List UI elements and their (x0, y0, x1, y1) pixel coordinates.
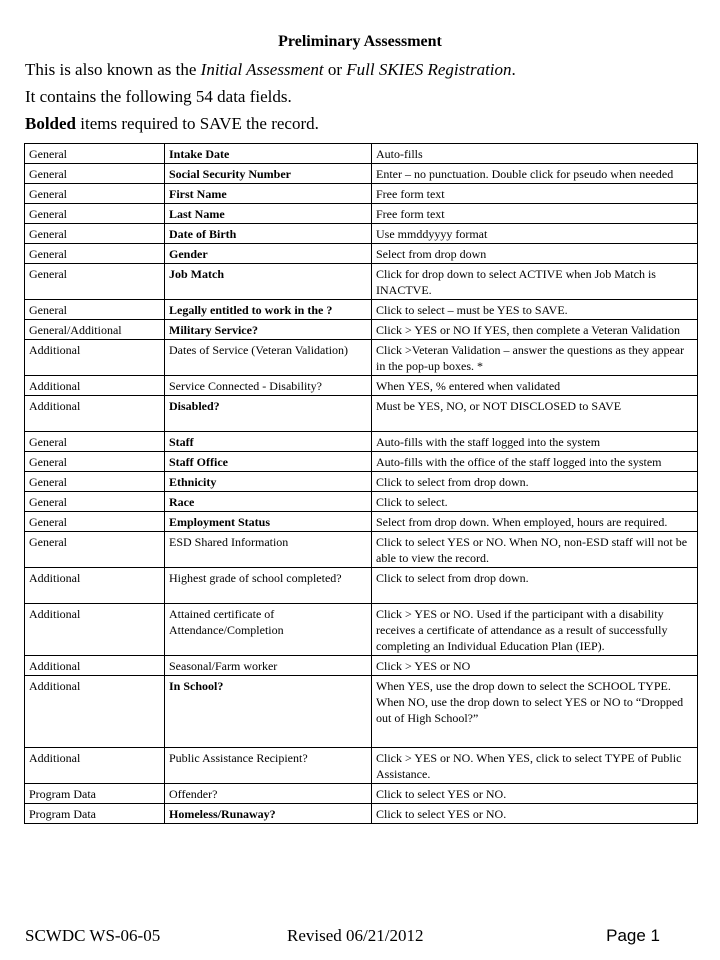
field-name-cell: Homeless/Runaway? (165, 804, 372, 824)
category-cell: Program Data (25, 804, 165, 824)
instruction-cell: When YES, % entered when validated (372, 376, 698, 396)
table-row (25, 340, 698, 376)
intro-line-1-mid: or (323, 60, 347, 79)
category-cell: General (25, 244, 165, 264)
field-name-cell: Attained certificate of Attendance/Completion (165, 604, 372, 656)
table-row (25, 604, 698, 656)
table-row (25, 224, 698, 244)
data-fields-table (24, 143, 698, 824)
field-name-cell: Date of Birth (165, 224, 372, 244)
instruction-cell: Click to select – must be YES to SAVE. (372, 300, 698, 320)
category-cell: General (25, 532, 165, 568)
field-name-cell: Staff (165, 432, 372, 452)
field-name-cell: Dates of Service (Veteran Validation) (165, 340, 372, 376)
initial-assessment-term: Initial Assessment (200, 60, 324, 79)
table-row (25, 264, 698, 300)
instruction-cell: Click > YES or NO. When YES, click to select TYPE of Public Assistance. (372, 748, 698, 784)
intro-line-1-prefix: This is also known as the (25, 60, 201, 79)
field-name-cell: Employment Status (165, 512, 372, 532)
instruction-cell: Click to select YES or NO. (372, 804, 698, 824)
field-name-cell: Legally entitled to work in the ? (165, 300, 372, 320)
field-name-cell: Public Assistance Recipient? (165, 748, 372, 784)
instruction-cell: Auto-fills (372, 144, 698, 164)
instruction-cell: Click >Veteran Validation – answer the questions as they appear in the pop-up boxes. * (372, 340, 698, 376)
category-cell: General (25, 264, 165, 300)
category-cell: General (25, 144, 165, 164)
table-row (25, 492, 698, 512)
field-name-cell: Military Service? (165, 320, 372, 340)
field-name-cell: Disabled? (165, 396, 372, 432)
category-cell: General (25, 204, 165, 224)
category-cell: Additional (25, 396, 165, 432)
instruction-cell: When YES, use the drop down to select the SCHOOL TYPE. When NO, use the drop down to select YES or NO to “Dropped out of High School?” (372, 676, 698, 748)
page-footer (25, 926, 660, 950)
field-name-cell: Highest grade of school completed? (165, 568, 372, 604)
category-cell: Additional (25, 656, 165, 676)
field-name-cell: Seasonal/Farm worker (165, 656, 372, 676)
table-row (25, 532, 698, 568)
table-row (25, 784, 698, 804)
page-title: Preliminary Assessment (278, 33, 442, 50)
table-row (25, 804, 698, 824)
category-cell: Program Data (25, 784, 165, 804)
category-cell: General (25, 472, 165, 492)
field-name-cell: Ethnicity (165, 472, 372, 492)
category-cell: Additional (25, 340, 165, 376)
instruction-cell: Must be YES, NO, or NOT DISCLOSED to SAVE (372, 396, 698, 432)
field-name-cell: ESD Shared Information (165, 532, 372, 568)
instruction-cell: Free form text (372, 184, 698, 204)
category-cell: General (25, 432, 165, 452)
field-name-cell: In School? (165, 676, 372, 748)
field-name-cell: Job Match (165, 264, 372, 300)
full-skies-registration-term: Full SKIES Registration (346, 60, 512, 79)
table-row (25, 320, 698, 340)
table-row (25, 376, 698, 396)
data-fields-table-body (25, 144, 698, 824)
field-name-cell: Race (165, 492, 372, 512)
instruction-cell: Click to select. (372, 492, 698, 512)
field-name-cell: Gender (165, 244, 372, 264)
category-cell: General (25, 512, 165, 532)
intro-line-3-rest: items required to SAVE the record. (76, 114, 319, 133)
instruction-cell: Click > YES or NO (372, 656, 698, 676)
category-cell: General (25, 300, 165, 320)
table-row (25, 396, 698, 432)
category-cell: Additional (25, 676, 165, 748)
field-name-cell: Staff Office (165, 452, 372, 472)
table-row (25, 452, 698, 472)
field-name-cell: Intake Date (165, 144, 372, 164)
table-row (25, 568, 698, 604)
instruction-cell: Click > YES or NO. Used if the participant with a disability receives a certificate of attendance as a result of successfully completing an Individual Education Plan (IEP). (372, 604, 698, 656)
instruction-cell: Auto-fills with the office of the staff logged into the system (372, 452, 698, 472)
category-cell: Additional (25, 568, 165, 604)
table-row (25, 656, 698, 676)
instruction-cell: Click to select from drop down. (372, 568, 698, 604)
instruction-cell: Select from drop down (372, 244, 698, 264)
table-row (25, 164, 698, 184)
table-row (25, 512, 698, 532)
instruction-cell: Enter – no punctuation. Double click for pseudo when needed (372, 164, 698, 184)
field-name-cell: Service Connected - Disability? (165, 376, 372, 396)
field-name-cell: First Name (165, 184, 372, 204)
category-cell: Additional (25, 604, 165, 656)
table-row (25, 748, 698, 784)
category-cell: Additional (25, 376, 165, 396)
intro-line-2: It contains the following 54 data fields. (25, 87, 292, 106)
category-cell: Additional (25, 748, 165, 784)
table-row (25, 144, 698, 164)
table-row (25, 472, 698, 492)
instruction-cell: Click to select YES or NO. (372, 784, 698, 804)
instruction-cell: Click > YES or NO If YES, then complete a Veteran Validation (372, 320, 698, 340)
instruction-cell: Click to select YES or NO. When NO, non-ESD staff will not be able to view the record. (372, 532, 698, 568)
intro-line-1-suffix: . (511, 60, 516, 79)
page-number: Page 1 (606, 926, 660, 945)
field-name-cell: Social Security Number (165, 164, 372, 184)
table-row (25, 204, 698, 224)
table-row (25, 244, 698, 264)
revision-date: Revised 06/21/2012 (287, 926, 424, 945)
form-number: SCWDC WS-06-05 (25, 926, 161, 945)
intro-line-3 (25, 114, 319, 134)
category-cell: General (25, 164, 165, 184)
instruction-cell: Click to select from drop down. (372, 472, 698, 492)
category-cell: General (25, 492, 165, 512)
field-name-cell: Offender? (165, 784, 372, 804)
table-row (25, 432, 698, 452)
instruction-cell: Auto-fills with the staff logged into the system (372, 432, 698, 452)
category-cell: General (25, 184, 165, 204)
category-cell: General (25, 452, 165, 472)
instruction-cell: Select from drop down. When employed, hours are required. (372, 512, 698, 532)
intro-line-1 (25, 60, 516, 80)
table-row (25, 300, 698, 320)
instruction-cell: Use mmddyyyy format (372, 224, 698, 244)
category-cell: General (25, 224, 165, 244)
table-row (25, 676, 698, 748)
instruction-cell: Click for drop down to select ACTIVE when Job Match is INACTVE. (372, 264, 698, 300)
table-row (25, 184, 698, 204)
instruction-cell: Free form text (372, 204, 698, 224)
field-name-cell: Last Name (165, 204, 372, 224)
bolded-word: Bolded (25, 114, 77, 133)
category-cell: General/Additional (25, 320, 165, 340)
